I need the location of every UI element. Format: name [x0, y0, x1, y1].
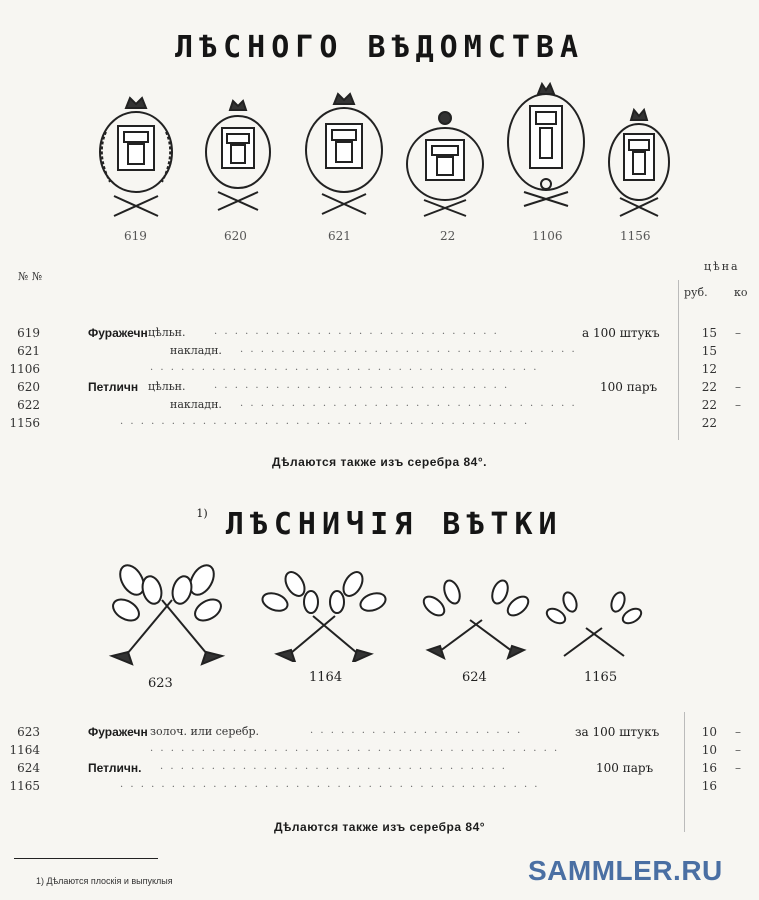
item-number: 1106: [9, 362, 40, 376]
forestry-badge-image: [196, 96, 280, 214]
badge-number: 1106: [532, 229, 563, 243]
price-kopecks-header: ко: [734, 286, 748, 299]
item-number: 1165: [9, 779, 40, 793]
forestry-badge-image: [294, 88, 394, 218]
item-price: 22: [701, 398, 717, 412]
footnote-mark: 1): [196, 507, 208, 520]
item-number: 621: [17, 344, 40, 358]
price-row: 1156 . . . . . . . . . . . . . . . . . . . . . . . . . . . . . . . . . . . . . . . . 22: [0, 416, 759, 434]
item-number: 623: [17, 725, 40, 739]
price-column-header: цѣна: [704, 260, 740, 273]
item-price: 16: [701, 779, 717, 793]
badge-number: 621: [328, 229, 351, 243]
item-number: 1164: [9, 743, 40, 757]
item-quantity: за 100 штукъ: [575, 725, 660, 739]
item-quantity: 100 паръ: [600, 380, 658, 394]
item-description: золоч. или серебр.: [150, 725, 260, 738]
item-number: 622: [17, 398, 40, 412]
item-price: 10: [701, 725, 717, 739]
item-number: 1156: [9, 416, 40, 430]
badge-number: 620: [224, 229, 247, 243]
price-row: 619 Фуражечн цѣльн. . . . . . . . . . . . . . . . . . . . . . . . . . . . . а 100 штукъ 15 –: [0, 326, 759, 344]
item-number: 619: [17, 326, 40, 340]
branch-number: 1164: [309, 670, 343, 685]
oak-branch-image: [542, 588, 646, 662]
item-kopecks: –: [735, 743, 741, 757]
number-column-header: № №: [18, 270, 43, 283]
oak-branch-image: [102, 560, 232, 670]
forestry-badge-image: [502, 80, 590, 212]
branch-number: 1165: [584, 670, 618, 685]
price-row: 624 Петличн. . . . . . . . . . . . . . . . . . . . . . . . . . . . . . . . . . . 100 паръ 16 –: [0, 761, 759, 779]
item-kopecks: –: [735, 725, 741, 739]
section-title-forester-branches: [0, 507, 759, 542]
branch-number: 623: [148, 676, 173, 691]
badge-number: 619: [124, 229, 147, 243]
silver-note: Дѣлаются также изъ серебра 84°.: [272, 455, 487, 469]
forestry-badge-image: [604, 104, 674, 220]
item-price: 22: [701, 416, 717, 430]
badge-number: 1156: [620, 229, 651, 243]
price-row: 1106 . . . . . . . . . . . . . . . . . . . . . . . . . . . . . . . . . . . . . . 12: [0, 362, 759, 380]
item-category: Фуражечн: [88, 326, 148, 340]
item-description: цѣльн.: [148, 380, 186, 393]
item-quantity: 100 паръ: [596, 761, 654, 775]
price-rubles-header: руб.: [684, 286, 708, 299]
price-row: 623 Фуражечн золоч. или серебр. . . . . . . . . . . . . . . . . . . . . . за 100 штукъ 10 –: [0, 725, 759, 743]
price-row: 1165 . . . . . . . . . . . . . . . . . . . . . . . . . . . . . . . . . . . . . . . . . 16: [0, 779, 759, 797]
footnote-divider: [14, 858, 158, 859]
item-price: 15: [701, 344, 717, 358]
price-row: 620 Петличн цѣльн. . . . . . . . . . . . . . . . . . . . . . . . . . . . . . 100 паръ 22 –: [0, 380, 759, 398]
price-row: 622 накладн. . . . . . . . . . . . . . . . . . . . . . . . . . . . . . . . . . 22 –: [0, 398, 759, 416]
forestry-badge-image: [400, 108, 490, 220]
price-row: 1164 . . . . . . . . . . . . . . . . . . . . . . . . . . . . . . . . . . . . . . . . 10 –: [0, 743, 759, 761]
item-description: накладн.: [170, 398, 222, 411]
item-number: 624: [17, 761, 40, 775]
forestry-badge-image: [88, 92, 184, 220]
item-quantity: а 100 штукъ: [582, 326, 660, 340]
badge-number: 22: [440, 229, 456, 243]
item-number: 620: [17, 380, 40, 394]
item-description: цѣльн.: [148, 326, 186, 339]
branch-number: 624: [462, 670, 487, 685]
item-price: 10: [701, 743, 717, 757]
item-kopecks: –: [735, 326, 741, 340]
section-title-text: ЛѢСНИЧІЯ ВѢТКИ: [225, 507, 563, 542]
section-title-forestry-department: ЛѢСНОГО ВѢДОМСТВА: [174, 30, 585, 65]
footnote-text: 1) Дѣлаются плоскія и выпуклыя: [36, 876, 173, 886]
item-description: накладн.: [170, 344, 222, 357]
oak-branch-image: [416, 576, 536, 660]
silver-note: Дѣлаются также изъ серебра 84°: [273, 820, 486, 834]
item-price: 16: [701, 761, 717, 775]
item-price: 12: [701, 362, 717, 376]
item-price: 22: [701, 380, 717, 394]
item-category: Петличн.: [88, 761, 142, 775]
item-kopecks: –: [735, 398, 741, 412]
site-watermark: SAMMLER.RU: [528, 855, 723, 886]
oak-branch-image: [255, 562, 393, 662]
item-category: Фуражечн: [88, 725, 148, 739]
item-kopecks: –: [735, 761, 741, 775]
item-category: Петличн: [88, 380, 139, 394]
price-row: 621 накладн. . . . . . . . . . . . . . . . . . . . . . . . . . . . . . . . . . 15: [0, 344, 759, 362]
item-kopecks: –: [735, 380, 741, 394]
item-price: 15: [701, 326, 717, 340]
